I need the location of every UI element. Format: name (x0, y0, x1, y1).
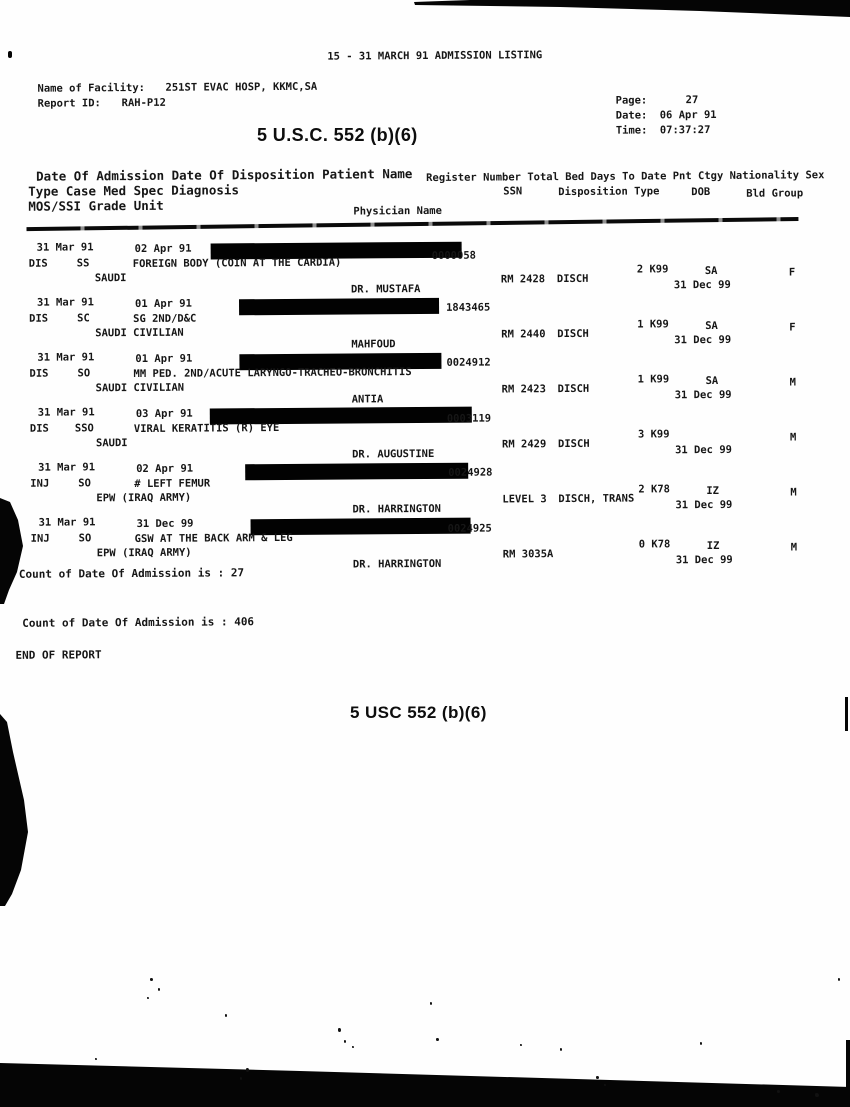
bed-days-ctgy: 0 K78 (638, 538, 671, 551)
speckle (838, 978, 840, 981)
sex: F (789, 321, 796, 334)
dob: 31 Dec 99 (675, 498, 733, 512)
physician-name: DR. MUSTAFA (350, 283, 421, 296)
bed-days-ctgy: 1 K99 (637, 373, 670, 386)
bed-days-ctgy: 1 K99 (637, 318, 669, 331)
speckle (344, 1040, 346, 1043)
unit: SAUDI CIVILIAN (95, 326, 184, 340)
disposition-type: DISCH (557, 327, 589, 341)
speckle (520, 1044, 522, 1046)
admission-date: 31 Mar 91 (37, 406, 95, 419)
redacted-patient-name (245, 463, 468, 481)
disposition-date: 03 Apr 91 (135, 407, 193, 421)
unit: SAUDI CIVILIAN (95, 381, 185, 395)
column-header-row1-right: Register Number Total Bed Days To Date Pnt Ctgy Nationality Sex (426, 169, 825, 184)
sex: M (790, 541, 798, 554)
speckle (436, 1038, 439, 1041)
sex: M (789, 431, 797, 444)
admission-record (30, 457, 830, 518)
column-header-ssn: SSN (503, 185, 523, 198)
dob: 31 Dec 99 (673, 278, 731, 292)
page-title: 15 - 31 MARCH 91 ADMISSION LISTING (327, 49, 543, 63)
diagnosis: MM PED. 2ND/ACUTE LARYNGO-TRACHEO-BRONCHITIS (133, 366, 412, 381)
column-header-bld-group: Bld Group (746, 187, 804, 200)
admission-date: 31 Mar 91 (38, 516, 96, 529)
column-header-dob: DOB (691, 186, 711, 199)
admission-date: 31 Mar 91 (36, 241, 94, 254)
speckle (240, 1077, 242, 1080)
facility-label: Name of Facility: (37, 81, 146, 95)
header-divider-line (26, 217, 798, 231)
sex: M (789, 376, 796, 389)
physician-name: DR. AUGUSTINE (352, 447, 435, 461)
admission-date: 31 Mar 91 (37, 351, 95, 364)
register-number: 0000058 (431, 249, 477, 262)
diagnosis: VIRAL KERATITIS (R) EYE (133, 422, 280, 436)
speckle (777, 1090, 780, 1093)
case-code: SC (77, 312, 90, 325)
speckle (604, 1084, 606, 1086)
foia-stamp-top: 5 U.S.C. 552 (b)(6) (257, 125, 418, 145)
disposition-date: 02 Apr 91 (136, 462, 194, 476)
admission-record (31, 512, 831, 573)
column-header-row1-left: Date Of Admission Date Of Disposition Patient Name (36, 166, 413, 184)
diagnosis: SG 2ND/D&C (133, 312, 197, 326)
disposition-type: DISCH (557, 382, 590, 396)
case-code: SO (78, 532, 92, 545)
unit: SAUDI (94, 272, 127, 285)
speckle (338, 1028, 341, 1032)
bed-days-ctgy: 2 K99 (636, 263, 669, 276)
unit: EPW (IRAQ ARMY) (96, 491, 192, 505)
physician-name: DR. HARRINGTON (352, 502, 442, 516)
admission-record (30, 402, 830, 463)
disposition-type: DISCH (556, 272, 589, 286)
nationality: SA (704, 264, 718, 278)
admission-type: DIS (29, 422, 49, 435)
physician-name: MAHFOUD (351, 338, 396, 351)
bed-days-ctgy: 3 K99 (637, 428, 670, 441)
ward: RM 2440 (501, 328, 546, 341)
admission-date: 31 Mar 91 (36, 296, 94, 309)
dob: 31 Dec 99 (675, 443, 733, 457)
admission-type: DIS (29, 367, 49, 380)
admission-type: INJ (30, 477, 50, 490)
page-number-value: 27 (685, 94, 699, 107)
admission-type: INJ (30, 532, 50, 545)
admission-record (29, 347, 829, 408)
report-date-label: Date: (615, 109, 648, 122)
speckle (700, 1042, 702, 1045)
disposition-date: 31 Dec 99 (136, 517, 194, 531)
register-number: 0024912 (446, 356, 491, 369)
diagnosis: FOREIGN BODY (COIN AT THE CARDIA) (132, 256, 342, 271)
disposition-date: 01 Apr 91 (135, 352, 193, 366)
admission-type: DIS (29, 312, 49, 325)
nationality: SA (705, 374, 719, 388)
dob: 31 Dec 99 (674, 333, 732, 347)
speckle (596, 1076, 599, 1079)
ward: RM 3035A (502, 548, 554, 561)
case-code: SO (77, 367, 91, 380)
dob: 31 Dec 99 (675, 553, 733, 567)
register-number: 0024928 (448, 466, 493, 479)
unit: EPW (IRAQ ARMY) (96, 546, 192, 560)
nationality: IZ (706, 484, 720, 498)
sex: F (788, 266, 796, 279)
column-header-physician: Physician Name (353, 204, 442, 218)
column-header-row3-left: MOS/SSI Grade Unit (28, 197, 164, 214)
dob: 31 Dec 99 (674, 388, 732, 402)
speckle (430, 1002, 432, 1005)
disposition-type: DISCH, TRANS (558, 492, 635, 506)
column-header-disposition-type: Disposition Type (558, 185, 660, 199)
speckle (352, 1046, 354, 1048)
nationality: SA (705, 319, 718, 333)
register-number: 0024925 (447, 522, 492, 535)
column-header-row2-left: Type Case Med Spec Diagnosis (28, 182, 240, 199)
end-of-report: END OF REPORT (15, 648, 102, 662)
admission-record (29, 237, 829, 298)
speckle (95, 1058, 97, 1060)
report-time-label: Time: (615, 124, 648, 137)
ward: RM 2428 (500, 273, 546, 286)
scan-mark-top-left (8, 51, 12, 58)
page-number-label: Page: (615, 94, 648, 107)
register-number: 0003119 (446, 412, 492, 425)
count-line-2: Count of Date Of Admission is : 406 (22, 615, 255, 630)
diagnosis: GSW AT THE BACK ARM & LEG (134, 531, 293, 546)
ward: RM 2429 (501, 438, 547, 451)
register-number: 1843465 (446, 301, 491, 314)
speckle (225, 1014, 227, 1017)
disposition-date: 01 Apr 91 (134, 297, 192, 311)
ward: LEVEL 3 (502, 493, 547, 506)
sex: M (790, 486, 797, 499)
admission-type: DIS (28, 257, 48, 270)
admission-record (29, 292, 829, 353)
speckle (150, 978, 153, 981)
admission-date: 31 Mar 91 (38, 461, 96, 474)
facility-value: 251ST EVAC HOSP, KKMC,SA (165, 80, 318, 94)
disposition-date: 02 Apr 91 (134, 242, 192, 256)
scan-mark-right-edge (845, 697, 848, 731)
foia-stamp-bottom: 5 USC 552 (b)(6) (350, 703, 487, 722)
report-id-label: Report ID: (37, 97, 101, 110)
diagnosis: # LEFT FEMUR (134, 477, 211, 491)
disposition-type: DISCH (557, 437, 590, 451)
nationality: IZ (706, 539, 720, 553)
speckle (560, 1048, 562, 1051)
speckle (158, 988, 160, 991)
case-code: SS (76, 257, 90, 270)
report-id-value: RAH-P12 (121, 96, 166, 110)
report-time-value: 07:37:27 (659, 124, 711, 137)
speckle (147, 997, 149, 999)
scan-mark-right-corner (846, 1040, 850, 1107)
ward: RM 2423 (501, 383, 546, 396)
report-date-value: 06 Apr 91 (659, 108, 717, 122)
speckle (246, 1068, 249, 1072)
physician-name: DR. HARRINGTON (352, 557, 442, 571)
redacted-patient-name (239, 298, 439, 315)
count-line-1: Count of Date Of Admission is : 27 (18, 566, 245, 581)
case-code: SSO (74, 422, 94, 435)
physician-name: ANTIA (351, 393, 384, 406)
bed-days-ctgy: 2 K78 (638, 483, 670, 496)
case-code: SO (78, 477, 91, 490)
unit: SAUDI (95, 437, 128, 450)
speckle (815, 1093, 819, 1097)
